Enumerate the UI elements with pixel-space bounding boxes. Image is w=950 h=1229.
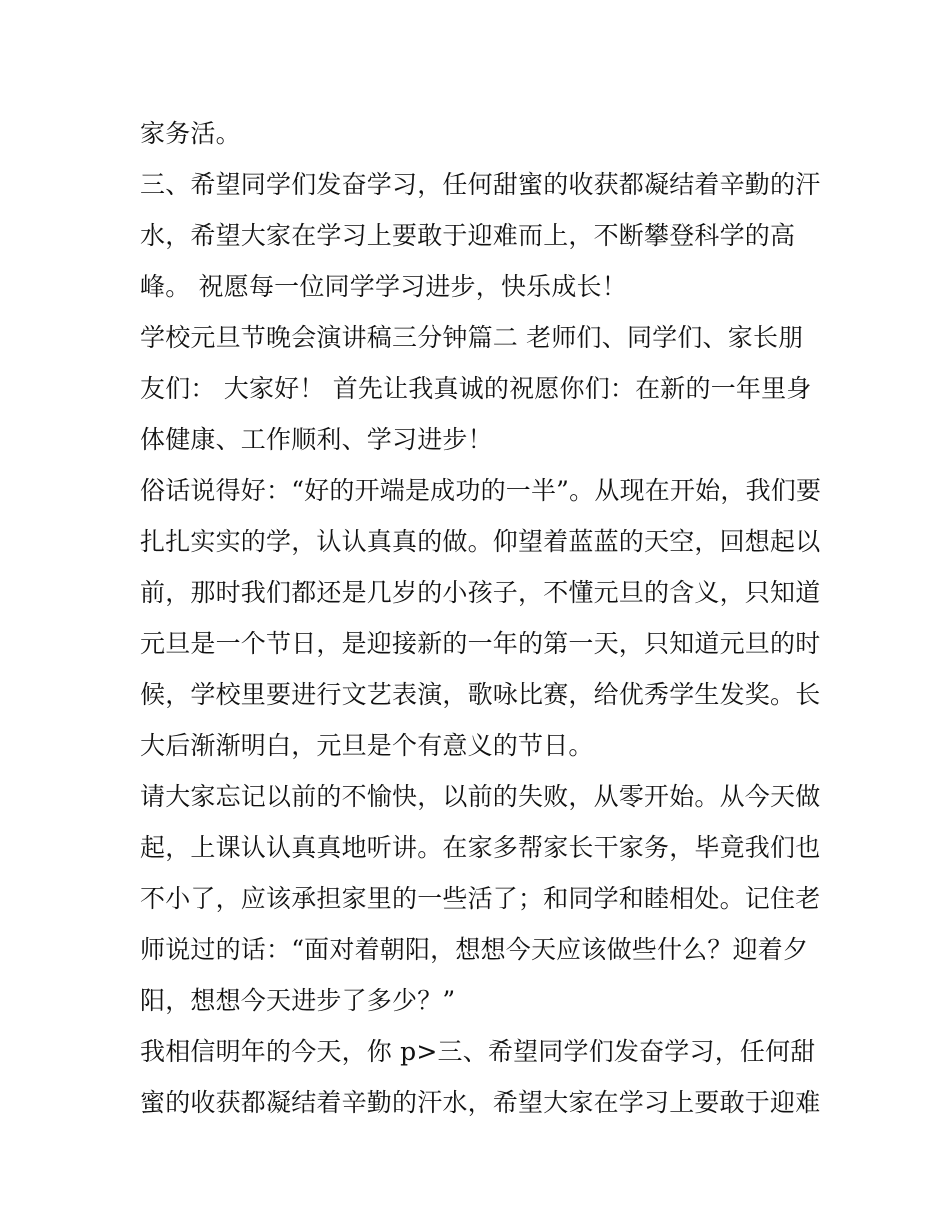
text-line: 不小了，应该承担家里的一些活了；和同学和睦相处。记住老	[140, 884, 821, 913]
text-line: 蜜的收获都凝结着辛勤的汗水，希望大家在学习上要敢于迎难	[140, 1088, 821, 1117]
text-line: 候，学校里要进行文艺表演，歌咏比赛，给优秀学生发奖。长	[140, 680, 821, 709]
text-line: 大后渐渐明白，元旦是个有意义的节日。	[140, 731, 594, 760]
text-line: 水，希望大家在学习上要敢于迎难而上，不断攀登科学的高	[140, 221, 796, 250]
text-line: 峰。 祝愿每一位同学学习进步，快乐成长！	[140, 272, 627, 301]
text-line: 友们： 大家好！ 首先让我真诚的祝愿你们：在新的一年里身	[140, 374, 812, 403]
text-line: 家务活。	[140, 119, 241, 148]
text-line: 师说过的话：“面对着朝阳，想想今天应该做些什么？迎着夕	[140, 935, 809, 964]
text-line: 俗话说得好：“好的开端是成功的一半”。从现在开始，我们要	[140, 476, 822, 505]
text-line: 请大家忘记以前的不愉快，以前的失败，从零开始。从今天做	[140, 782, 821, 811]
text-line: 学校元旦节晚会演讲稿三分钟篇二 老师们、同学们、家长朋	[140, 323, 804, 352]
text-line: 起，上课认认真真地听讲。在家多帮家长干家务，毕竟我们也	[140, 833, 821, 862]
text-line: 我相信明年的今天，你 p>三、希望同学们发奋学习，任何甜	[140, 1037, 816, 1066]
text-line: 前，那时我们都还是几岁的小孩子，不懂元旦的含义，只知道	[140, 578, 821, 607]
text-line: 扎扎实实的学，认认真真的做。仰望着蓝蓝的天空，回想起以	[140, 527, 821, 556]
text-line: 体健康、工作顺利、学习进步！	[140, 425, 493, 454]
text-line: 元旦是一个节日，是迎接新的一年的第一天，只知道元旦的时	[140, 629, 821, 658]
document-body	[140, 108, 820, 1128]
text-line: 三、希望同学们发奋学习，任何甜蜜的收获都凝结着辛勤的汗	[140, 170, 821, 199]
text-line: 阳，想想今天进步了多少？”	[140, 986, 456, 1015]
